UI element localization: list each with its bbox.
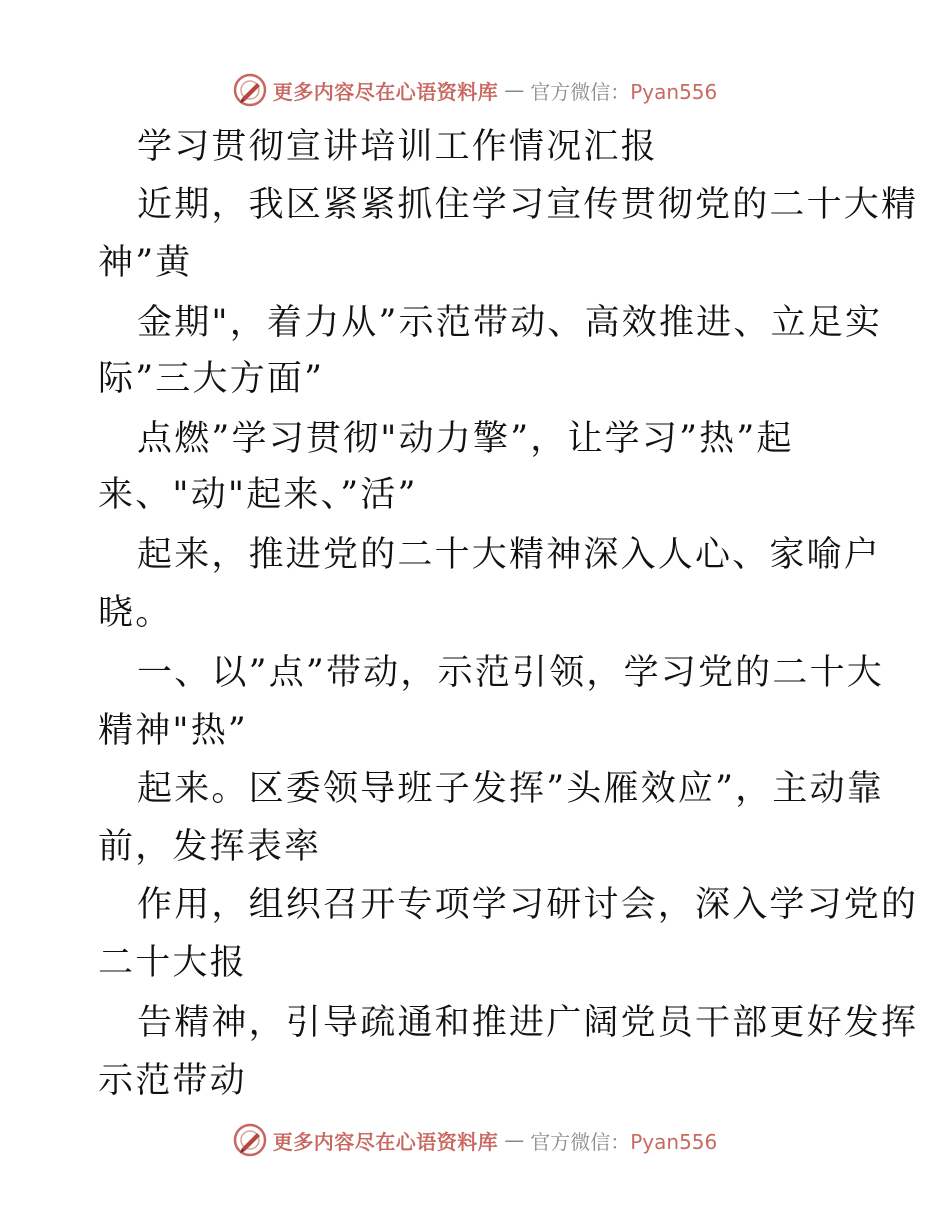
header-watermark <box>0 72 950 108</box>
paragraph-line: 作用，组织召开专项学习研讨会，深入学习党的 <box>137 885 919 925</box>
paragraph-line: 点燃”学习贯彻"动力擎”，让学习”热”起 <box>137 419 794 459</box>
paragraph-line: 起来。区委领导班子发挥”头雁效应”，主动靠 <box>137 769 884 809</box>
watermark-separator: — <box>504 1128 525 1152</box>
paragraph-line: 告精神，引导疏通和推进广阔党员干部更好发挥 <box>137 1003 919 1043</box>
paragraph-line: 示范带动 <box>98 1061 247 1101</box>
watermark-brand: 更多内容尽在心语资料库 <box>272 1129 499 1154</box>
watermark-contact <box>530 1126 717 1155</box>
paragraph-line: 一、以”点”带动，示范引领，学习党的二十大 <box>137 653 884 693</box>
watermark-contact-id: Pyan556 <box>630 1129 718 1154</box>
footer-watermark <box>0 1122 950 1158</box>
watermark-contact-label: 官方微信： <box>530 1129 631 1154</box>
pen-logo-icon <box>233 1123 267 1157</box>
paragraph-line: 际”三大方面” <box>98 359 325 399</box>
watermark-contact-id: Pyan556 <box>630 79 718 104</box>
paragraph-line: 金期"，着力从”示范带动、高效推进、立足实 <box>137 303 883 343</box>
paragraph-line: 近期，我区紧紧抓住学习宣传贯彻党的二十大精 <box>137 185 919 225</box>
paragraph-line: 二十大报 <box>98 943 247 983</box>
paragraph-line: 起来，推进党的二十大精神深入人心、家喻户 <box>137 535 882 575</box>
watermark-separator: — <box>504 78 525 102</box>
paragraph-line: 晓。 <box>98 593 173 633</box>
paragraph-line: 精神"热” <box>98 711 248 751</box>
watermark-brand: 更多内容尽在心语资料库 <box>272 79 499 104</box>
paragraph-line: 神”黄 <box>98 243 193 283</box>
paragraph-line: 来、"动"起来、”活” <box>98 475 418 515</box>
watermark-contact-label: 官方微信： <box>530 79 631 104</box>
document-title: 学习贯彻宣讲培训工作情况汇报 <box>137 127 658 167</box>
watermark-contact <box>530 76 717 105</box>
pen-logo-icon <box>233 73 267 107</box>
paragraph-line: 前，发挥表率 <box>98 827 322 867</box>
